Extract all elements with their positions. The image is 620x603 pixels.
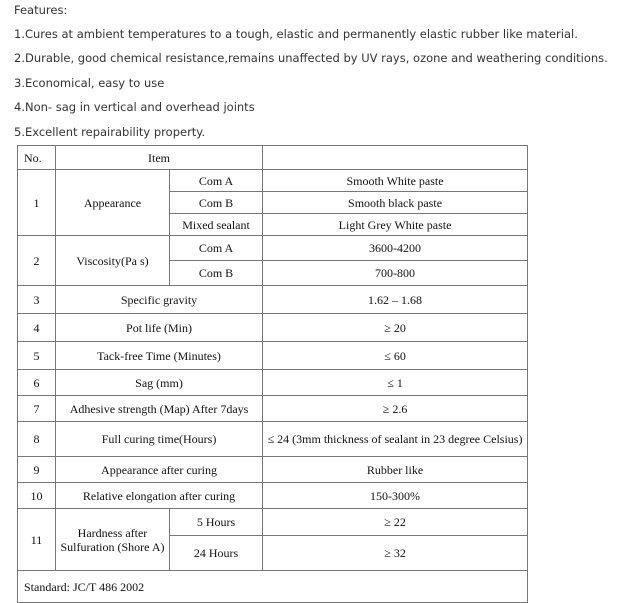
row-value: Smooth White paste [263,170,528,192]
row-value: ≤ 24 (3mm thickness of sealant in 23 degree Celsius) [263,422,528,457]
features-title: Features: [14,3,68,17]
header-item: Item [56,146,263,170]
row-subitem: Com A [170,236,263,261]
row-subitem: 24 Hours [170,536,263,571]
row-number: 9 [18,457,56,483]
header-value [263,146,528,170]
row-number: 10 [18,483,56,509]
row-item: Hardness after Sulfuration (Shore A) [56,509,170,571]
table-row [18,396,528,422]
row-item: Sag (mm) [56,370,263,396]
row-value: Rubber like [263,457,528,483]
feature-item: 4.Non- sag in vertical and overhead joints [14,100,255,115]
row-subitem: Com A [170,170,263,192]
row-value: 3600-4200 [263,236,528,261]
row-number: 4 [18,314,56,342]
row-item: Relative elongation after curing [56,483,263,509]
row-value: Smooth black paste [263,192,528,214]
table-row [18,314,528,342]
row-number: 11 [18,509,56,571]
row-value: ≥ 32 [263,536,528,571]
row-number: 8 [18,422,56,457]
table-row [18,170,528,192]
row-item: Specific gravity [56,286,263,314]
row-number: 3 [18,286,56,314]
row-item: Appearance [56,170,170,236]
row-value: ≤ 1 [263,370,528,396]
table-row [18,370,528,396]
row-value: 700-800 [263,261,528,286]
row-item: Full curing time(Hours) [56,422,263,457]
table-row [18,457,528,483]
feature-item: 5.Excellent repairability property. [14,124,206,139]
table-row [18,422,528,457]
row-value: ≤ 60 [263,342,528,370]
spec-table [17,145,528,603]
header-no: No. [18,146,56,170]
row-item: Tack-free Time (Minutes) [56,342,263,370]
table-row [18,509,528,536]
row-value: 150-300% [263,483,528,509]
row-value: ≥ 20 [263,314,528,342]
row-item: Adhesive strength (Map) After 7days [56,396,263,422]
table-header-row [18,146,528,170]
row-item: Appearance after curing [56,457,263,483]
row-subitem: 5 Hours [170,509,263,536]
standard-note: Standard: JC/T 486 2002 [18,571,528,603]
row-number: 7 [18,396,56,422]
row-value: 1.62 – 1.68 [263,286,528,314]
table-row [18,236,528,261]
row-item: Viscosity(Pa s) [56,236,170,286]
row-number: 2 [18,236,56,286]
table-row [18,483,528,509]
row-item: Pot life (Min) [56,314,263,342]
table-row [18,342,528,370]
row-subitem: Mixed sealant [170,214,263,236]
row-number: 1 [18,170,56,236]
feature-item: 3.Economical, easy to use [14,75,165,90]
row-number: 5 [18,342,56,370]
feature-item: 2.Durable, good chemical resistance,remains unaffected by UV rays, ozone and weathering conditions. [14,51,608,66]
row-value: ≥ 22 [263,509,528,536]
features-section [14,0,608,146]
row-subitem: Com B [170,192,263,214]
feature-item: 1.Cures at ambient temperatures to a tough, elastic and permanently elastic rubber like material. [14,27,578,41]
row-value: ≥ 2.6 [263,396,528,422]
row-value: Light Grey White paste [263,214,528,236]
table-footer-row [18,571,528,603]
row-subitem: Com B [170,261,263,286]
row-number: 6 [18,370,56,396]
table-row [18,286,528,314]
